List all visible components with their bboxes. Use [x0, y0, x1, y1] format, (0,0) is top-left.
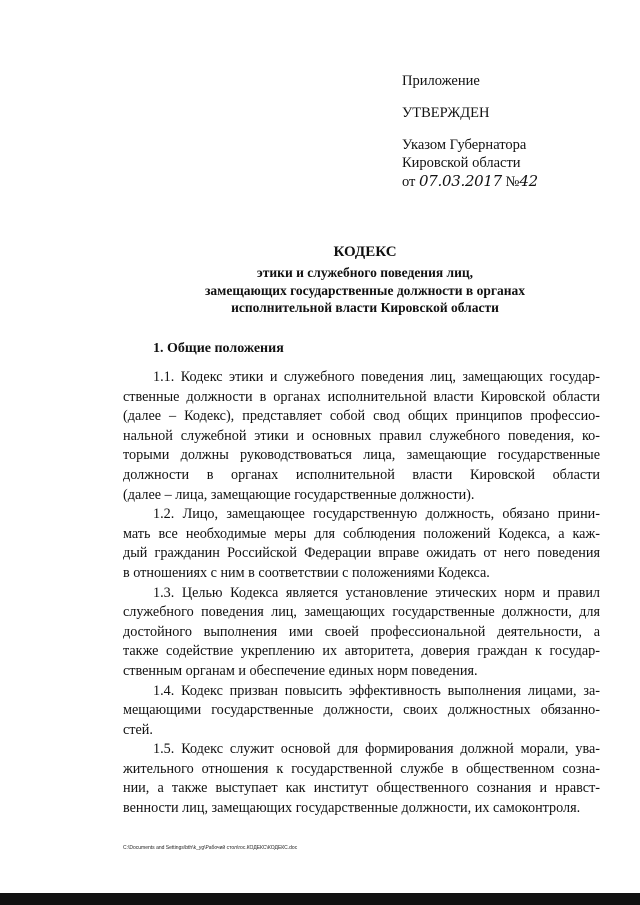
- title-sub-line-2: замещающих государственные должности в органах: [205, 282, 525, 298]
- paragraph-line: 1.3. Целью Кодекса является установление этических норм и правил: [153, 584, 600, 601]
- from-prefix: от: [402, 174, 416, 190]
- title-main: КОДЕКС: [333, 244, 397, 260]
- paragraph-line: также содействие укреплению их авторитета, доверия граждан к государ-: [123, 643, 600, 660]
- section-body: [123, 368, 600, 819]
- approved-label: УТВЕРЖДЕН: [402, 105, 490, 121]
- handwritten-date: 07.03.2017: [419, 172, 502, 190]
- paragraph-line: венности лиц, замещающих государственные должности, их самоконтроля.: [123, 800, 581, 817]
- approval-block: [402, 72, 622, 191]
- paragraph-line: в отношениях с ним в соответствии с положениями Кодекса.: [123, 564, 490, 581]
- paragraph-line: ственным органам и обеспечение единых норм поведения.: [123, 662, 478, 679]
- paragraph-line: нальной служебной этики и основных правил служебного поведения, ко-: [123, 427, 600, 444]
- paragraph-line: 1.2. Лицо, замещающее государственную должность, обязано прини-: [153, 506, 600, 523]
- paragraph-line: стей.: [123, 721, 153, 738]
- paragraph-line: служебного поведения лиц, замещающих государственные должности, для: [123, 604, 600, 621]
- paragraph-1-2: [123, 505, 600, 583]
- title-sub-line-3: исполнительной власти Кировской области: [231, 300, 499, 315]
- paragraph-1-3: [123, 584, 600, 682]
- paragraph-line: (далее – Кодекс), представляет собой свод общих принципов профессио-: [123, 408, 600, 425]
- paragraph-line: 1.5. Кодекс служит основой для формирования должной морали, ува-: [153, 741, 600, 758]
- title-sub-line-1: этики и служебного поведения лиц,: [256, 265, 474, 280]
- paragraph-1-1: [123, 368, 600, 505]
- paragraph-line: мещающими государственные должности, своих должностных обязанно-: [123, 702, 600, 719]
- paragraph-line: 1.1. Кодекс этики и служебного поведения лиц, замещающих государ-: [153, 369, 600, 385]
- paragraph-line: должности в органах исполнительной власти Кировской области: [123, 466, 600, 483]
- decree-date-line: [402, 172, 622, 191]
- document-title: [150, 243, 580, 317]
- section-heading: 1. Общие положения: [153, 341, 284, 356]
- paragraph-line: нии, а также выступает как институт общественного сознания и нравст-: [123, 780, 600, 797]
- decree-line-2: Кировской области: [402, 155, 521, 171]
- paragraph-1-4: [123, 682, 600, 741]
- paragraph-line: (далее – лица, замещающие государственные должности).: [123, 486, 475, 503]
- decree-line-1: Указом Губернатора: [402, 137, 527, 153]
- paragraph-line: достойного выполнения ими своей профессиональной деятельности, а: [123, 623, 600, 640]
- paragraph-1-5: [123, 740, 600, 818]
- scan-bottom-edge: [0, 893, 640, 905]
- handwritten-number: 42: [519, 172, 538, 190]
- paragraph-line: мать все необходимые меры для соблюдения положений Кодекса, а каж-: [123, 525, 600, 542]
- paragraph-line: торыми должны руководствоваться лица, замещающие государственные: [123, 447, 600, 464]
- paragraph-line: ственные должности в органах исполнительной власти Кировской области: [123, 388, 600, 405]
- appendix-label: Приложение: [402, 73, 480, 89]
- paragraph-line: дый гражданин Российской Федерации вправе ожидать от него поведения: [123, 545, 600, 562]
- footer-file-path: C:\Documents and Settings\bth\k_yg\Рабочий стол\гос.КОДЕКС\КОДЕКС.doc: [123, 845, 298, 851]
- paragraph-line: 1.4. Кодекс призван повысить эффективность выполнения лицами, за-: [153, 682, 600, 699]
- number-sign: №: [505, 174, 520, 190]
- paragraph-line: жительного отношения к государственной службе в общественном созна-: [123, 760, 600, 777]
